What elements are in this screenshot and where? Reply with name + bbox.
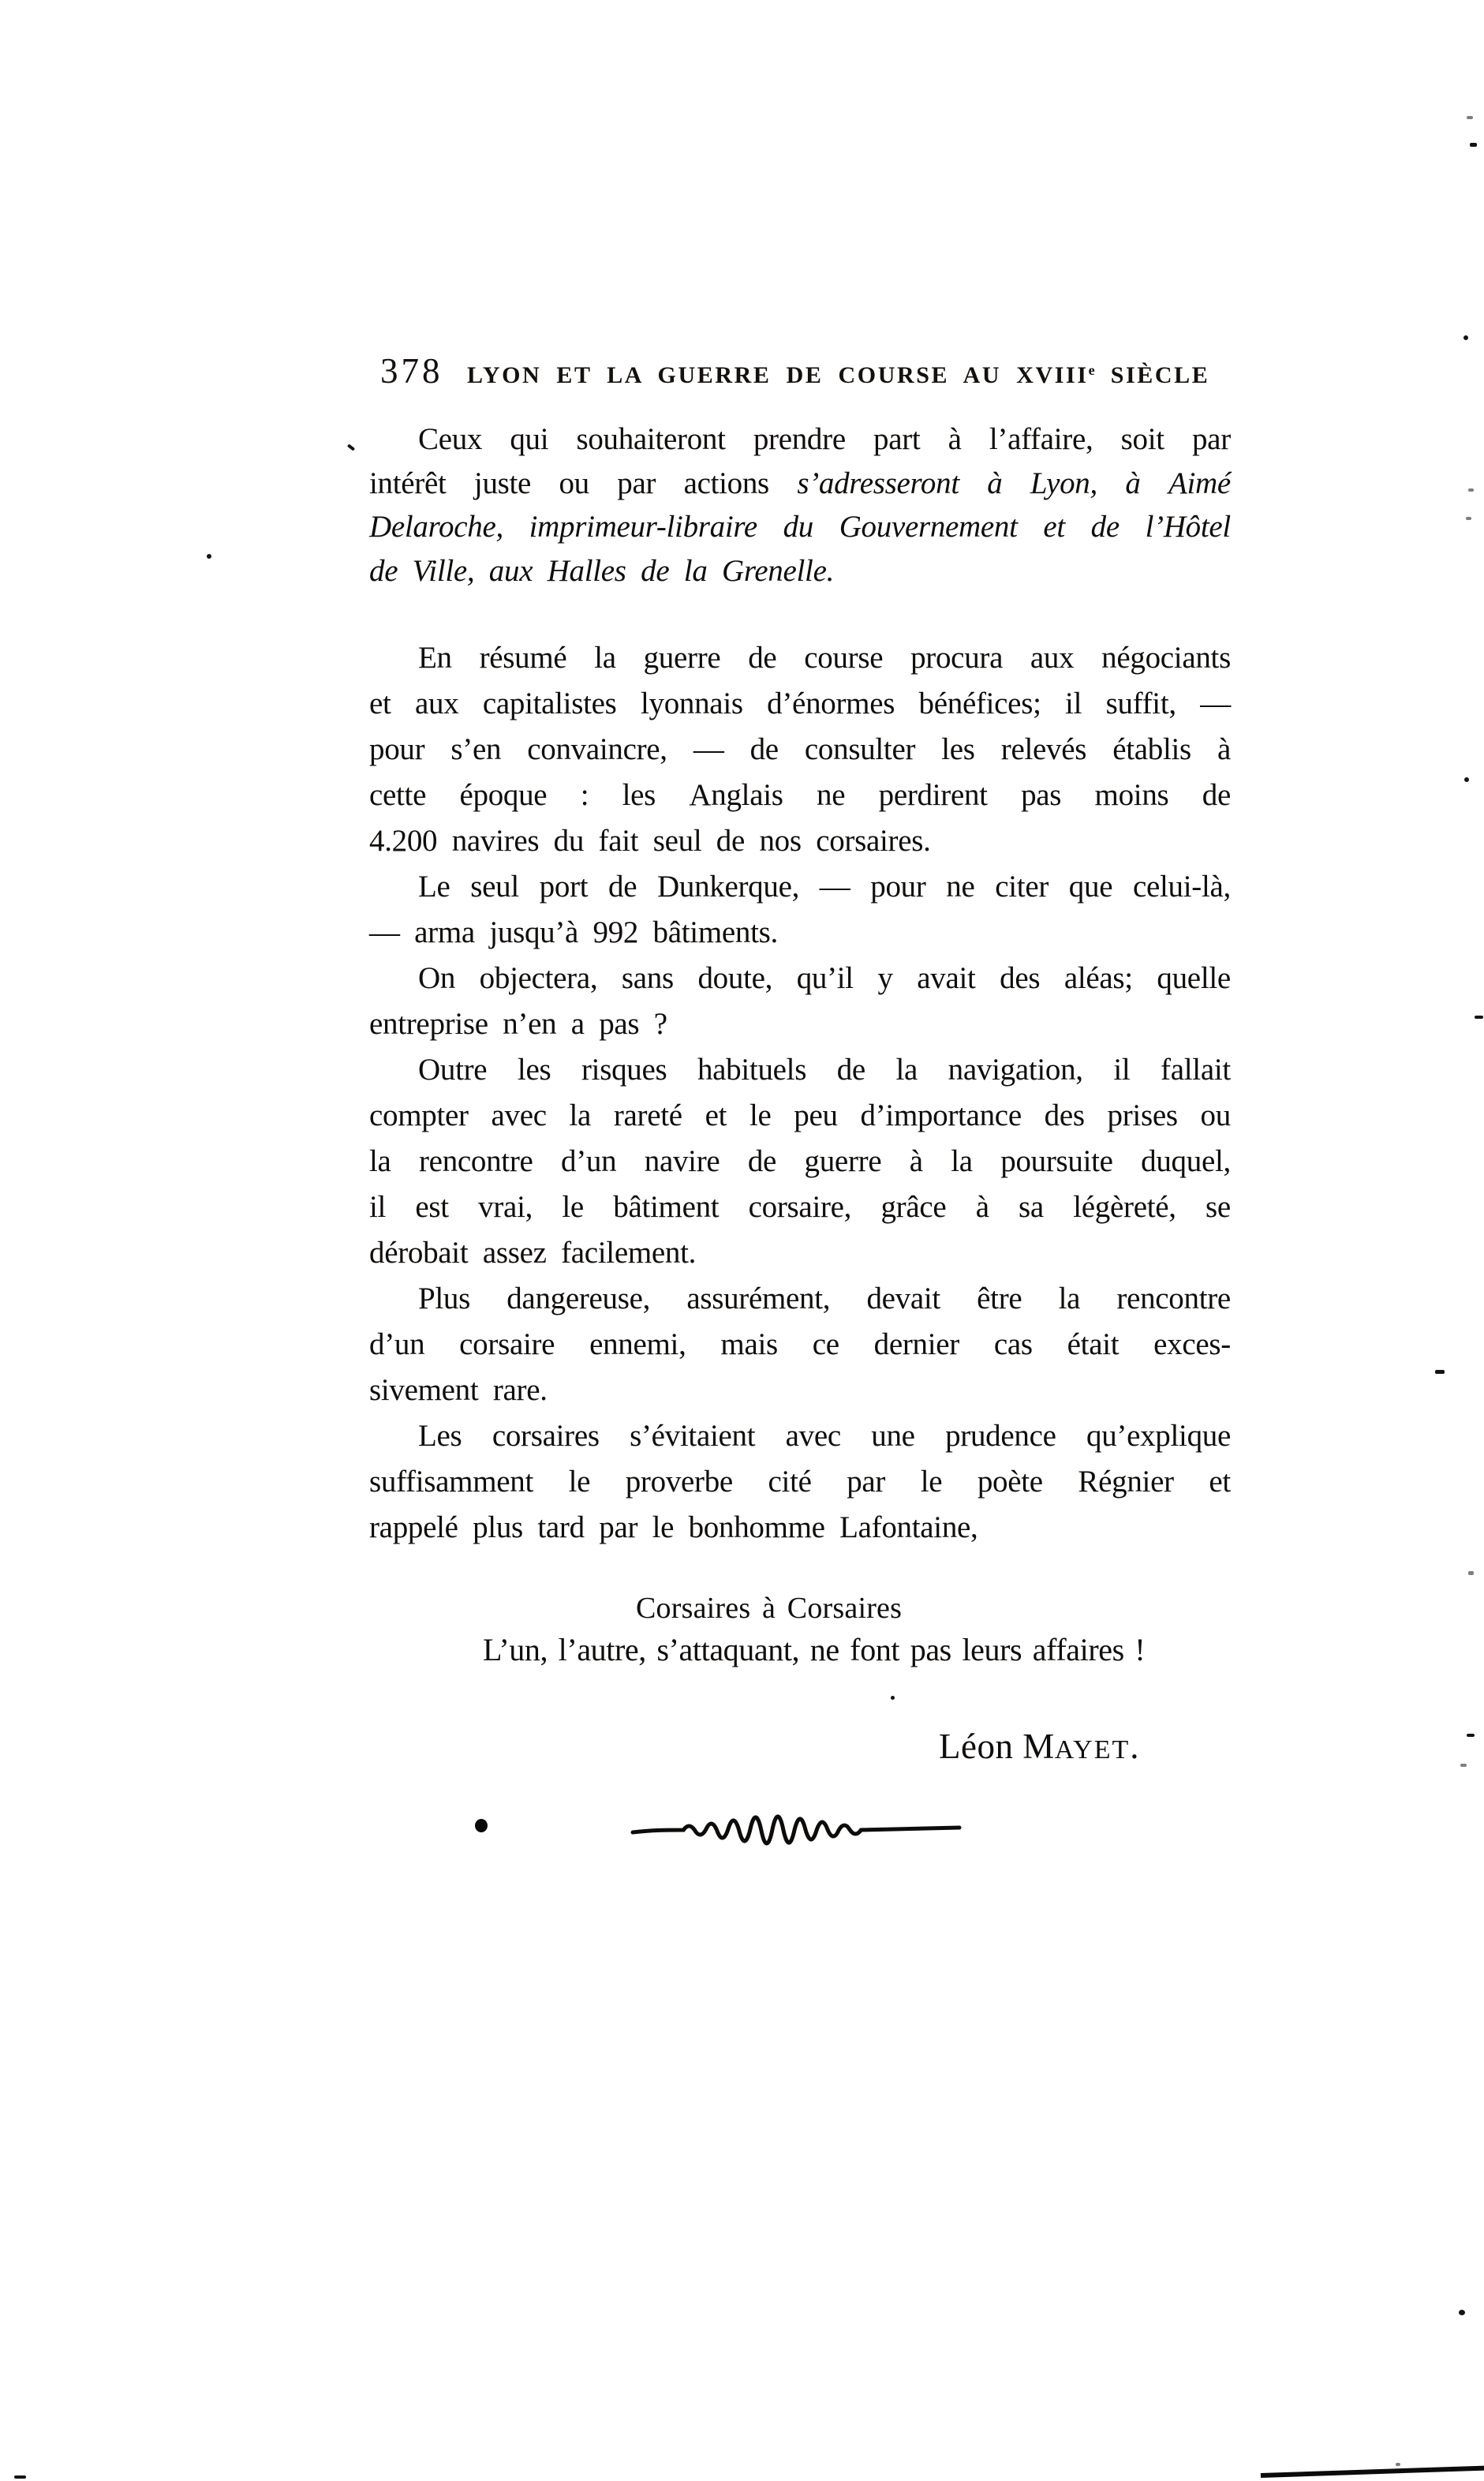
scan-speck-rule — [1261, 2466, 1484, 2478]
scan-speck-dash — [1435, 1370, 1445, 1374]
page-number: 378 — [380, 351, 443, 391]
scan-speck-dot — [1463, 335, 1468, 340]
text-line: rappelé plus tard par le bonhomme Lafontaine, — [369, 1510, 978, 1544]
text-line: sivement rare. — [369, 1373, 548, 1407]
text-line: Les corsaires s’évitaient avec une prudence qu’explique — [418, 1419, 1231, 1453]
text-line: entreprise n’en a pas ? — [369, 1007, 667, 1041]
scan-speck-dash — [1470, 143, 1477, 147]
signature-given: Léon M — [939, 1727, 1055, 1766]
running-header — [467, 357, 1209, 389]
text-line: Plus dangereuse, assurément, devait être la rencontre — [418, 1282, 1231, 1315]
signature-period: . — [1130, 1727, 1140, 1766]
text-line: pour s’en convaincre, — de consulter les relevés établis à — [369, 732, 1231, 766]
scan-speck-dot — [1464, 777, 1469, 782]
scan-speck-faint — [1468, 1571, 1474, 1575]
text-line: la rencontre d’un navire de guerre à la poursuite duquel, — [369, 1144, 1231, 1178]
scan-speck-faint — [1467, 116, 1473, 119]
scan-speck-dash — [14, 2475, 26, 2479]
running-header-superscript: e — [1088, 362, 1096, 378]
scan-speck-dot — [207, 554, 211, 559]
running-header-title: LYON ET LA GUERRE DE COURSE AU XVIII — [467, 362, 1089, 388]
text-line: En résumé la guerre de course procura aux négociants — [418, 641, 1231, 675]
scan-speck-dot — [891, 1696, 895, 1700]
text-line: il est vrai, le bâtiment corsaire, grâce à sa légèreté, se — [369, 1190, 1231, 1224]
text-line: et aux capitalistes lyonnais d’énormes bénéfices; il suffit, — — [369, 687, 1231, 720]
scan-speck-blot — [475, 1819, 488, 1832]
running-header-tail: SIÈCLE — [1095, 362, 1210, 388]
text-line: Le seul port de Dunkerque, — pour ne citer que celui-là, — [418, 870, 1231, 904]
verse-line-2: L’un, l’autre, s’attaquant, ne font pas leurs affaires ! — [483, 1632, 1146, 1667]
signature-family: AYET — [1054, 1735, 1131, 1764]
text-line: de Ville, aux Halles de la Grenelle. — [369, 554, 835, 588]
text-line: cette époque : les Anglais ne perdirent pas moins de — [369, 778, 1231, 812]
flourish-ornament — [628, 1813, 964, 1847]
text-line: 4.200 navires du fait seul de nos corsaires. — [369, 824, 931, 858]
scan-speck-dash — [1475, 1016, 1483, 1019]
text-line: Outre les risques habituels de la navigation, il fallait — [418, 1053, 1231, 1087]
text-line: — arma jusqu’à 992 bâtiments. — [369, 915, 778, 949]
scan-speck-dash — [1467, 1734, 1475, 1737]
scan-speck-faint — [1468, 488, 1474, 492]
text-line: On objectera, sans doute, qu’il y avait des aléas; quelle — [418, 961, 1231, 995]
verse-line-1: Corsaires à Corsaires — [636, 1592, 903, 1625]
text-line: dérobait assez facilement. — [369, 1236, 697, 1270]
author-signature — [939, 1727, 1139, 1770]
text-line: Delaroche, imprimeur-libraire du Gouvernement et de l’Hôtel — [369, 510, 1231, 544]
scan-speck-faint — [1396, 2463, 1400, 2466]
scan-speck-faint — [1460, 1764, 1467, 1767]
text-line: Ceux qui souhaiteront prendre part à l’affaire, soit par — [418, 422, 1231, 456]
scan-speck-dot — [1459, 2310, 1465, 2315]
text-line: compter avec la rareté et le peu d’importance des prises ou — [369, 1098, 1231, 1132]
text-line: suffisamment le proverbe cité par le poète Régnier et — [369, 1465, 1231, 1499]
scan-speck-tick — [347, 443, 355, 451]
scan-speck-faint — [1466, 517, 1471, 520]
text-line: intérêt juste ou par actions s’adresseront à Lyon, à Aimé — [369, 466, 1231, 500]
text-line: d’un corsaire ennemi, mais ce dernier cas était exces- — [369, 1327, 1231, 1361]
